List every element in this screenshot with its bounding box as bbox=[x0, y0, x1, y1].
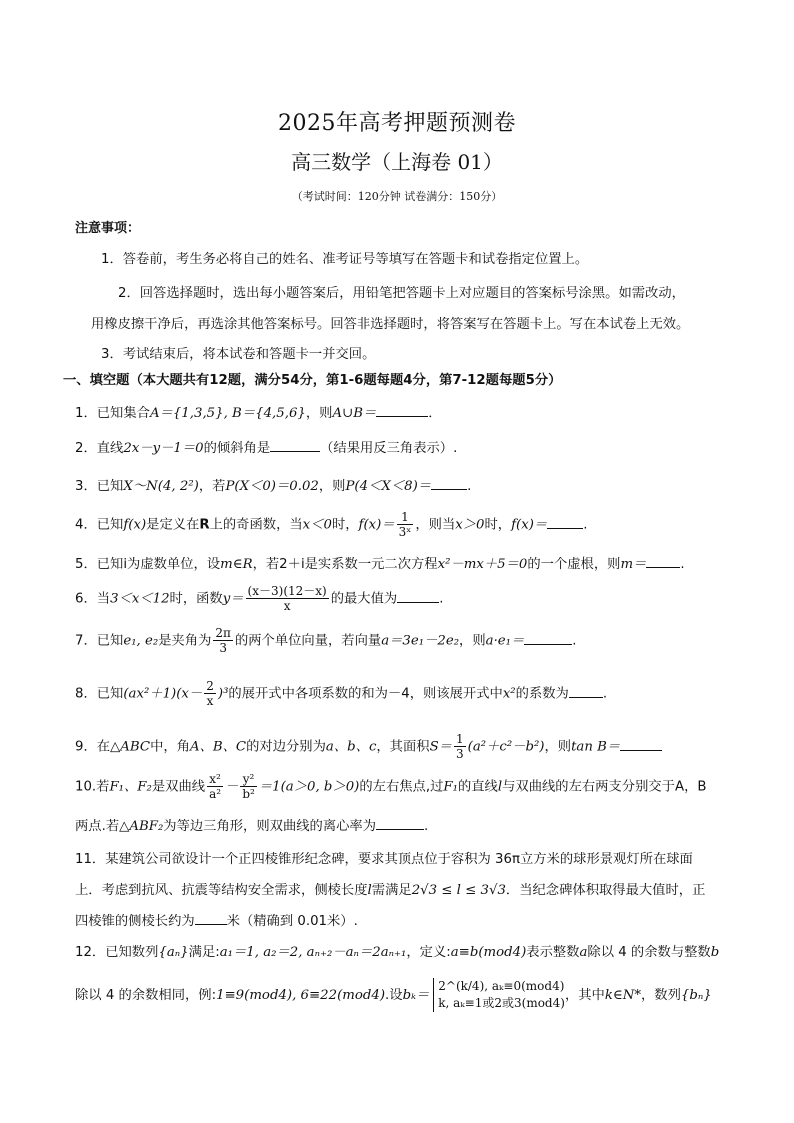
answer-blank[interactable] bbox=[270, 439, 320, 452]
answer-blank[interactable] bbox=[547, 516, 583, 529]
fraction: $\frac{\text{y²}}{\text{b²}}$ bbox=[242, 772, 255, 801]
question-6: 6．当3＜x＜12时，函数y＝ $\frac{(x-3)(12-x)}{x}$ 的最大值为 . bbox=[75, 584, 444, 613]
question-1: 1．已知集合A＝{1,3,5}, B＝{4,5,6}，则A∪B＝ ． bbox=[75, 406, 442, 421]
answer-blank[interactable] bbox=[646, 555, 680, 568]
answer-blank[interactable] bbox=[524, 632, 572, 645]
question-3: 3．已知X～N(4, 2²)，若P(X＜0)＝0.02，则P(4＜X＜8)＝ . bbox=[75, 479, 472, 494]
notice-item-2-continued: 用橡皮擦干净后，再选涂其他答案标号。回答非选择题时，将答案写在答题卡上。写在本试卷上无效。 bbox=[91, 317, 690, 332]
answer-blank[interactable] bbox=[376, 817, 424, 830]
exam-info: （考试时间：120分钟 试卷满分：150分） bbox=[291, 190, 503, 203]
question-11-line-2: 上．考虑到抗风、抗震等结构安全需求，侧棱长度l需满足2√3 ≤ l ≤ 3√3．当纪念碑体积取得最大值时，正 bbox=[75, 883, 706, 898]
answer-blank[interactable] bbox=[431, 477, 467, 490]
answer-blank[interactable] bbox=[397, 590, 439, 603]
answer-blank[interactable] bbox=[376, 404, 428, 417]
notice-item-2: 2．回答选择题时，选出每小题答案后，用铅笔把答题卡上对应题目的答案标号涂黑。如需改动， bbox=[118, 286, 685, 301]
answer-blank[interactable] bbox=[620, 738, 662, 751]
fraction: $\frac{1}{\text{3ˣ}}$ bbox=[398, 510, 412, 539]
question-7: 7．已知e₁, e₂是夹角为 $\frac{2\pi}{3}$ 的两个单位向量，若向量a＝3e₁－2e₂，则a·e₁＝ . bbox=[75, 626, 577, 655]
section-heading-fill-in: 一、填空题（本大题共有12题，满分54分，第1-6题每题4分，第7-12题每题5分） bbox=[63, 373, 562, 388]
fraction: $\frac{2\pi}{3}$ bbox=[215, 626, 231, 655]
notice-item-3: 3．考试结束后，将本试卷和答题卡一并交回。 bbox=[101, 347, 376, 362]
notice-heading: 注意事项： bbox=[75, 221, 141, 236]
question-12-line-2: 除以 4 的余数相同，例:1≡9(mod4), 6≡22(mod4).设bₖ＝ 2^(k/4), aₖ≡0(mod4) k, aₖ≡1或2或3(mod4) ，其中k∈N*，数列{bₙ} bbox=[75, 979, 712, 1010]
question-9: 9．在△ABC中，角A、B、C的对边分别为a、b、c，其面积S＝ $\frac{1}{3}$ (a²＋c²－b²)，则tan B＝ bbox=[75, 732, 662, 761]
question-11-line-3: 四棱锥的侧棱长约为 米（精确到 0.01米）. bbox=[75, 914, 358, 929]
answer-blank[interactable] bbox=[195, 912, 227, 925]
exam-subtitle: 高三数学（上海卷 01） bbox=[291, 150, 503, 174]
question-11: 11．某建筑公司欲设计一个正四棱锥形纪念碑，要求其顶点位于容积为 36π立方米的球形景观灯所在球面 bbox=[75, 852, 693, 867]
notice-item-1: 1．答卷前，考生务必将自己的姓名、准考证号等填写在答题卡和试卷指定位置上。 bbox=[101, 252, 589, 267]
question-8: 8．已知(ax²＋1)(x－ $\frac{2}{x}$ )³的展开式中各项系数的和为－4，则该展开式中x²的系数为 . bbox=[75, 679, 608, 708]
fraction: $\frac{2}{x}$ bbox=[206, 679, 214, 708]
exam-title: 2025年高考押题预测卷 bbox=[278, 111, 516, 136]
question-5: 5．已知i为虚数单位，设m∈R，若2＋i是实系数一元二次方程x²－mx＋5＝0的一个虚根，则m＝ . bbox=[75, 557, 685, 572]
question-12: 12．已知数列{aₙ}满足:a₁＝1, a₂＝2, aₙ₊₂－aₙ＝2aₙ₊₁，定义:a≡b(mod4)表示整数a除以 4 的余数与整数b bbox=[75, 945, 720, 960]
fraction: $\frac{\text{x²}}{\text{a²}}$ bbox=[209, 772, 222, 801]
question-10: 10.若F₁、F₂是双曲线 $\frac{\text{x²}}{\text{a²}}$ － $\frac{\text{y²}}{\text{b²}}$ ＝1(a＞0, b＞0)的左右焦点,过F₁的直线l与双曲线的左右两支分别交于A，B bbox=[75, 772, 707, 801]
answer-blank[interactable] bbox=[569, 685, 603, 698]
question-2: 2．直线2x－y－1＝0的倾斜角是 （结果用反三角表示）. bbox=[75, 441, 458, 456]
fraction: $\frac{1}{3}$ bbox=[455, 732, 464, 761]
question-10-continued: 两点.若△ABF₂为等边三角形，则双曲线的离心率为 . bbox=[75, 819, 429, 834]
piecewise-definition: 2^(k/4), aₖ≡0(mod4) k, aₖ≡1或2或3(mod4) bbox=[433, 978, 565, 1012]
question-4: 4．已知f(x)是定义在R上的奇函数，当x＜0时，f(x)＝ $\frac{1}{\text{3ˣ}}$ ，则当x＞0时，f(x)＝ . bbox=[75, 510, 588, 539]
fraction: $\frac{(x-3)(12-x)}{x}$ bbox=[247, 584, 327, 613]
